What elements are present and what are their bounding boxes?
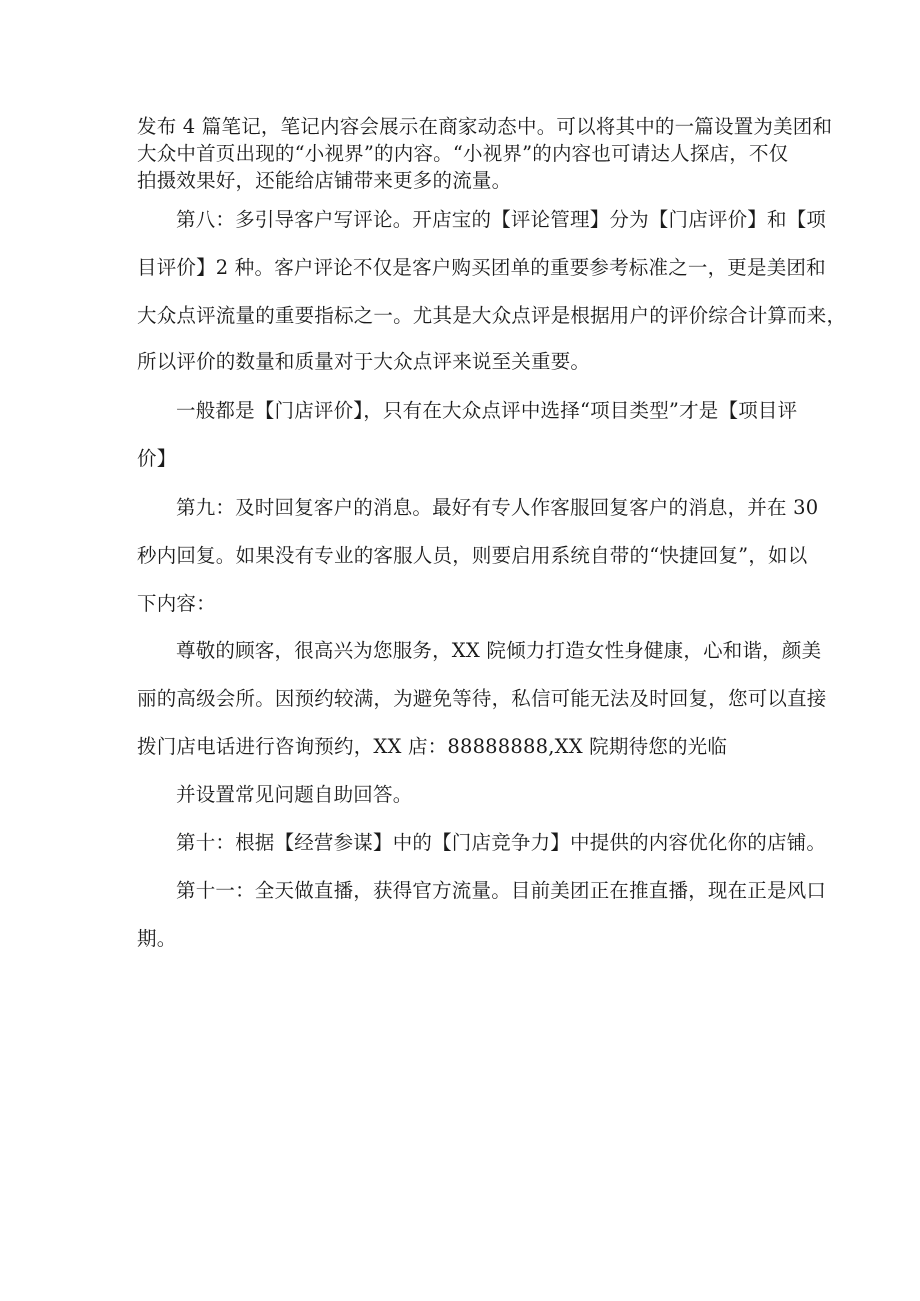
paragraph-5-line-3: 拨门店电话进行咨询预约，XX 店：88888888,XX 院期待您的光临 xyxy=(137,735,728,758)
paragraph-5-line-1: 尊敬的顾客，很高兴为您服务，XX 院倾力打造女性身健康，心和谐，颜美 xyxy=(176,639,822,662)
paragraph-8-line-2: 期。 xyxy=(137,927,177,950)
paragraph-7-line-1: 第十：根据【经营参谋】中的【门店竞争力】中提供的内容优化你的店铺。 xyxy=(176,831,827,854)
paragraph-4-line-3: 下内容： xyxy=(137,592,216,615)
paragraph-6-line-1: 并设置常见问题自助回答。 xyxy=(176,783,413,806)
paragraph-1-line-2: 大众中首页出现的“小视界”的内容。“小视界”的内容也可请达人探店，不仅 xyxy=(137,142,789,165)
paragraph-2-line-3: 大众点评流量的重要指标之一。尤其是大众点评是根据用户的评价综合计算而来， xyxy=(137,304,847,327)
paragraph-5-line-2: 丽的高级会所。因预约较满，为避免等待，私信可能无法及时回复，您可以直接 xyxy=(137,687,827,710)
paragraph-8-line-1: 第十一：全天做直播，获得官方流量。目前美团正在推直播，现在正是风口 xyxy=(176,879,827,902)
paragraph-2-line-4: 所以评价的数量和质量对于大众点评来说至关重要。 xyxy=(137,350,591,373)
paragraph-2-line-1: 第八：多引导客户写评论。开店宝的【评论管理】分为【门店评价】和【项 xyxy=(176,208,827,231)
paragraph-3-line-1: 一般都是【门店评价】，只有在大众点评中选择“项目类型”才是【项目评 xyxy=(176,399,798,422)
paragraph-4-line-1: 第九：及时回复客户的消息。最好有专人作客服回复客户的消息，并在 30 xyxy=(176,496,819,519)
paragraph-1-line-3: 拍摄效果好，还能给店铺带来更多的流量。 xyxy=(137,169,512,192)
paragraph-3-line-2: 价】 xyxy=(137,447,177,470)
paragraph-4-line-2: 秒内回复。如果没有专业的客服人员，则要启用系统自带的“快捷回复”，如以 xyxy=(137,544,808,567)
paragraph-2-line-2: 目评价】2 种。客户评论不仅是客户购买团单的重要参考标准之一，更是美团和 xyxy=(137,256,826,279)
paragraph-1-line-1: 发布 4 篇笔记，笔记内容会展示在商家动态中。可以将其中的一篇设置为美团和 xyxy=(137,115,833,138)
